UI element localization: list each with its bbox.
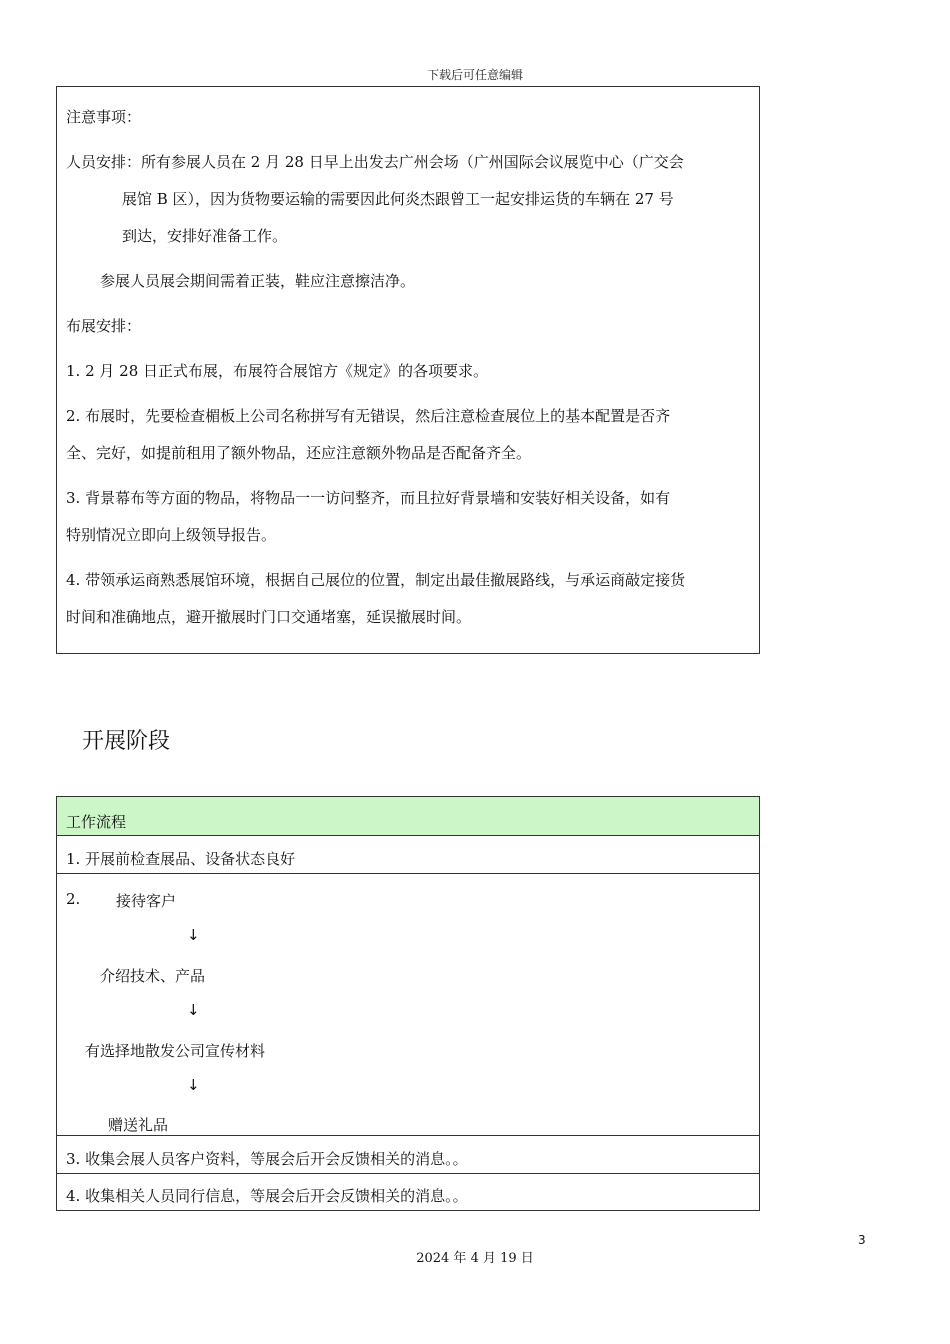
personnel-line-1: 人员安排：所有参展人员在 2 月 28 日早上出发去广州会场（广州国际会议展览中心（广交会 xyxy=(66,153,684,171)
setup-item-4-line-2: 时间和准确地点，避开撤展时门口交通堵塞，延误撤展时间。 xyxy=(66,608,472,626)
workflow-row-4: 4. 收集相关人员同行信息，等展会后开会反馈相关的消息。。 xyxy=(66,1187,468,1205)
workflow-row-1: 1. 开展前检查展品、设备状态良好 xyxy=(57,836,759,874)
workflow-table xyxy=(56,796,760,1211)
setup-item-2 xyxy=(66,398,750,472)
personnel-line-2: 展馆 B 区），因为货物要运输的需要因此何炎杰跟曾工一起安排运货的车辆在 27 号 xyxy=(122,190,674,208)
setup-title: 布展安排： xyxy=(66,317,142,335)
down-arrow-icon: ↓ xyxy=(187,1001,200,1019)
setup-item-2-line-2: 全、完好，如提前租用了额外物品，还应注意额外物品是否配备齐全。 xyxy=(66,444,532,462)
flow-step-introduce: 介绍技术、产品 xyxy=(100,967,206,985)
section-title: 开展阶段 xyxy=(82,729,171,754)
setup-item-4-line-1: 4. 带领承运商熟悉展馆环境，根据自己展位的位置，制定出最佳撤展路线，与承运商敲定接货 xyxy=(66,571,686,589)
flow-step-reception: 接待客户 xyxy=(116,892,177,910)
notes-box xyxy=(56,86,760,654)
flow-step-distribute: 有选择地散发公司宣传材料 xyxy=(85,1042,266,1060)
down-arrow-icon: ↓ xyxy=(187,1076,200,1094)
setup-item-3 xyxy=(66,480,750,554)
dress-note: 参展人员展会期间需着正装，鞋应注意擦洁净。 xyxy=(100,272,416,290)
setup-item-2-line-1: 2. 布展时，先要检查楣板上公司名称拼写有无错误，然后注意检查展位上的基本配置是否齐 xyxy=(66,407,671,425)
personnel-line-3: 到达，安排好准备工作。 xyxy=(122,227,288,245)
workflow-row-3: 3. 收集会展人员客户资料，等展会后开会反馈相关的消息。。 xyxy=(57,1136,759,1174)
page-number: 3 xyxy=(858,1233,866,1247)
footer-date: 2024 年 4 月 19 日 xyxy=(416,1251,534,1266)
setup-item-1: 1. 2 月 28 日正式布展，布展符合展馆方《规定》的各项要求。 xyxy=(66,362,489,380)
workflow-row-2-number: 2. xyxy=(66,890,81,908)
down-arrow-icon: ↓ xyxy=(187,926,200,944)
header-note: 下载后可任意编辑 xyxy=(426,68,523,82)
workflow-row-2 xyxy=(57,874,759,1136)
setup-item-3-line-1: 3. 背景幕布等方面的物品，将物品一一访问整齐，而且拉好背景墙和安装好相关设备，如有 xyxy=(66,489,671,507)
setup-item-3-line-2: 特别情况立即向上级领导报告。 xyxy=(66,526,277,544)
personnel-arrangement xyxy=(66,144,750,255)
setup-item-4 xyxy=(66,562,750,636)
workflow-header: 工作流程 xyxy=(57,797,759,836)
flow-step-gift: 赠送礼品 xyxy=(108,1116,169,1134)
notes-title: 注意事项： xyxy=(66,108,142,126)
